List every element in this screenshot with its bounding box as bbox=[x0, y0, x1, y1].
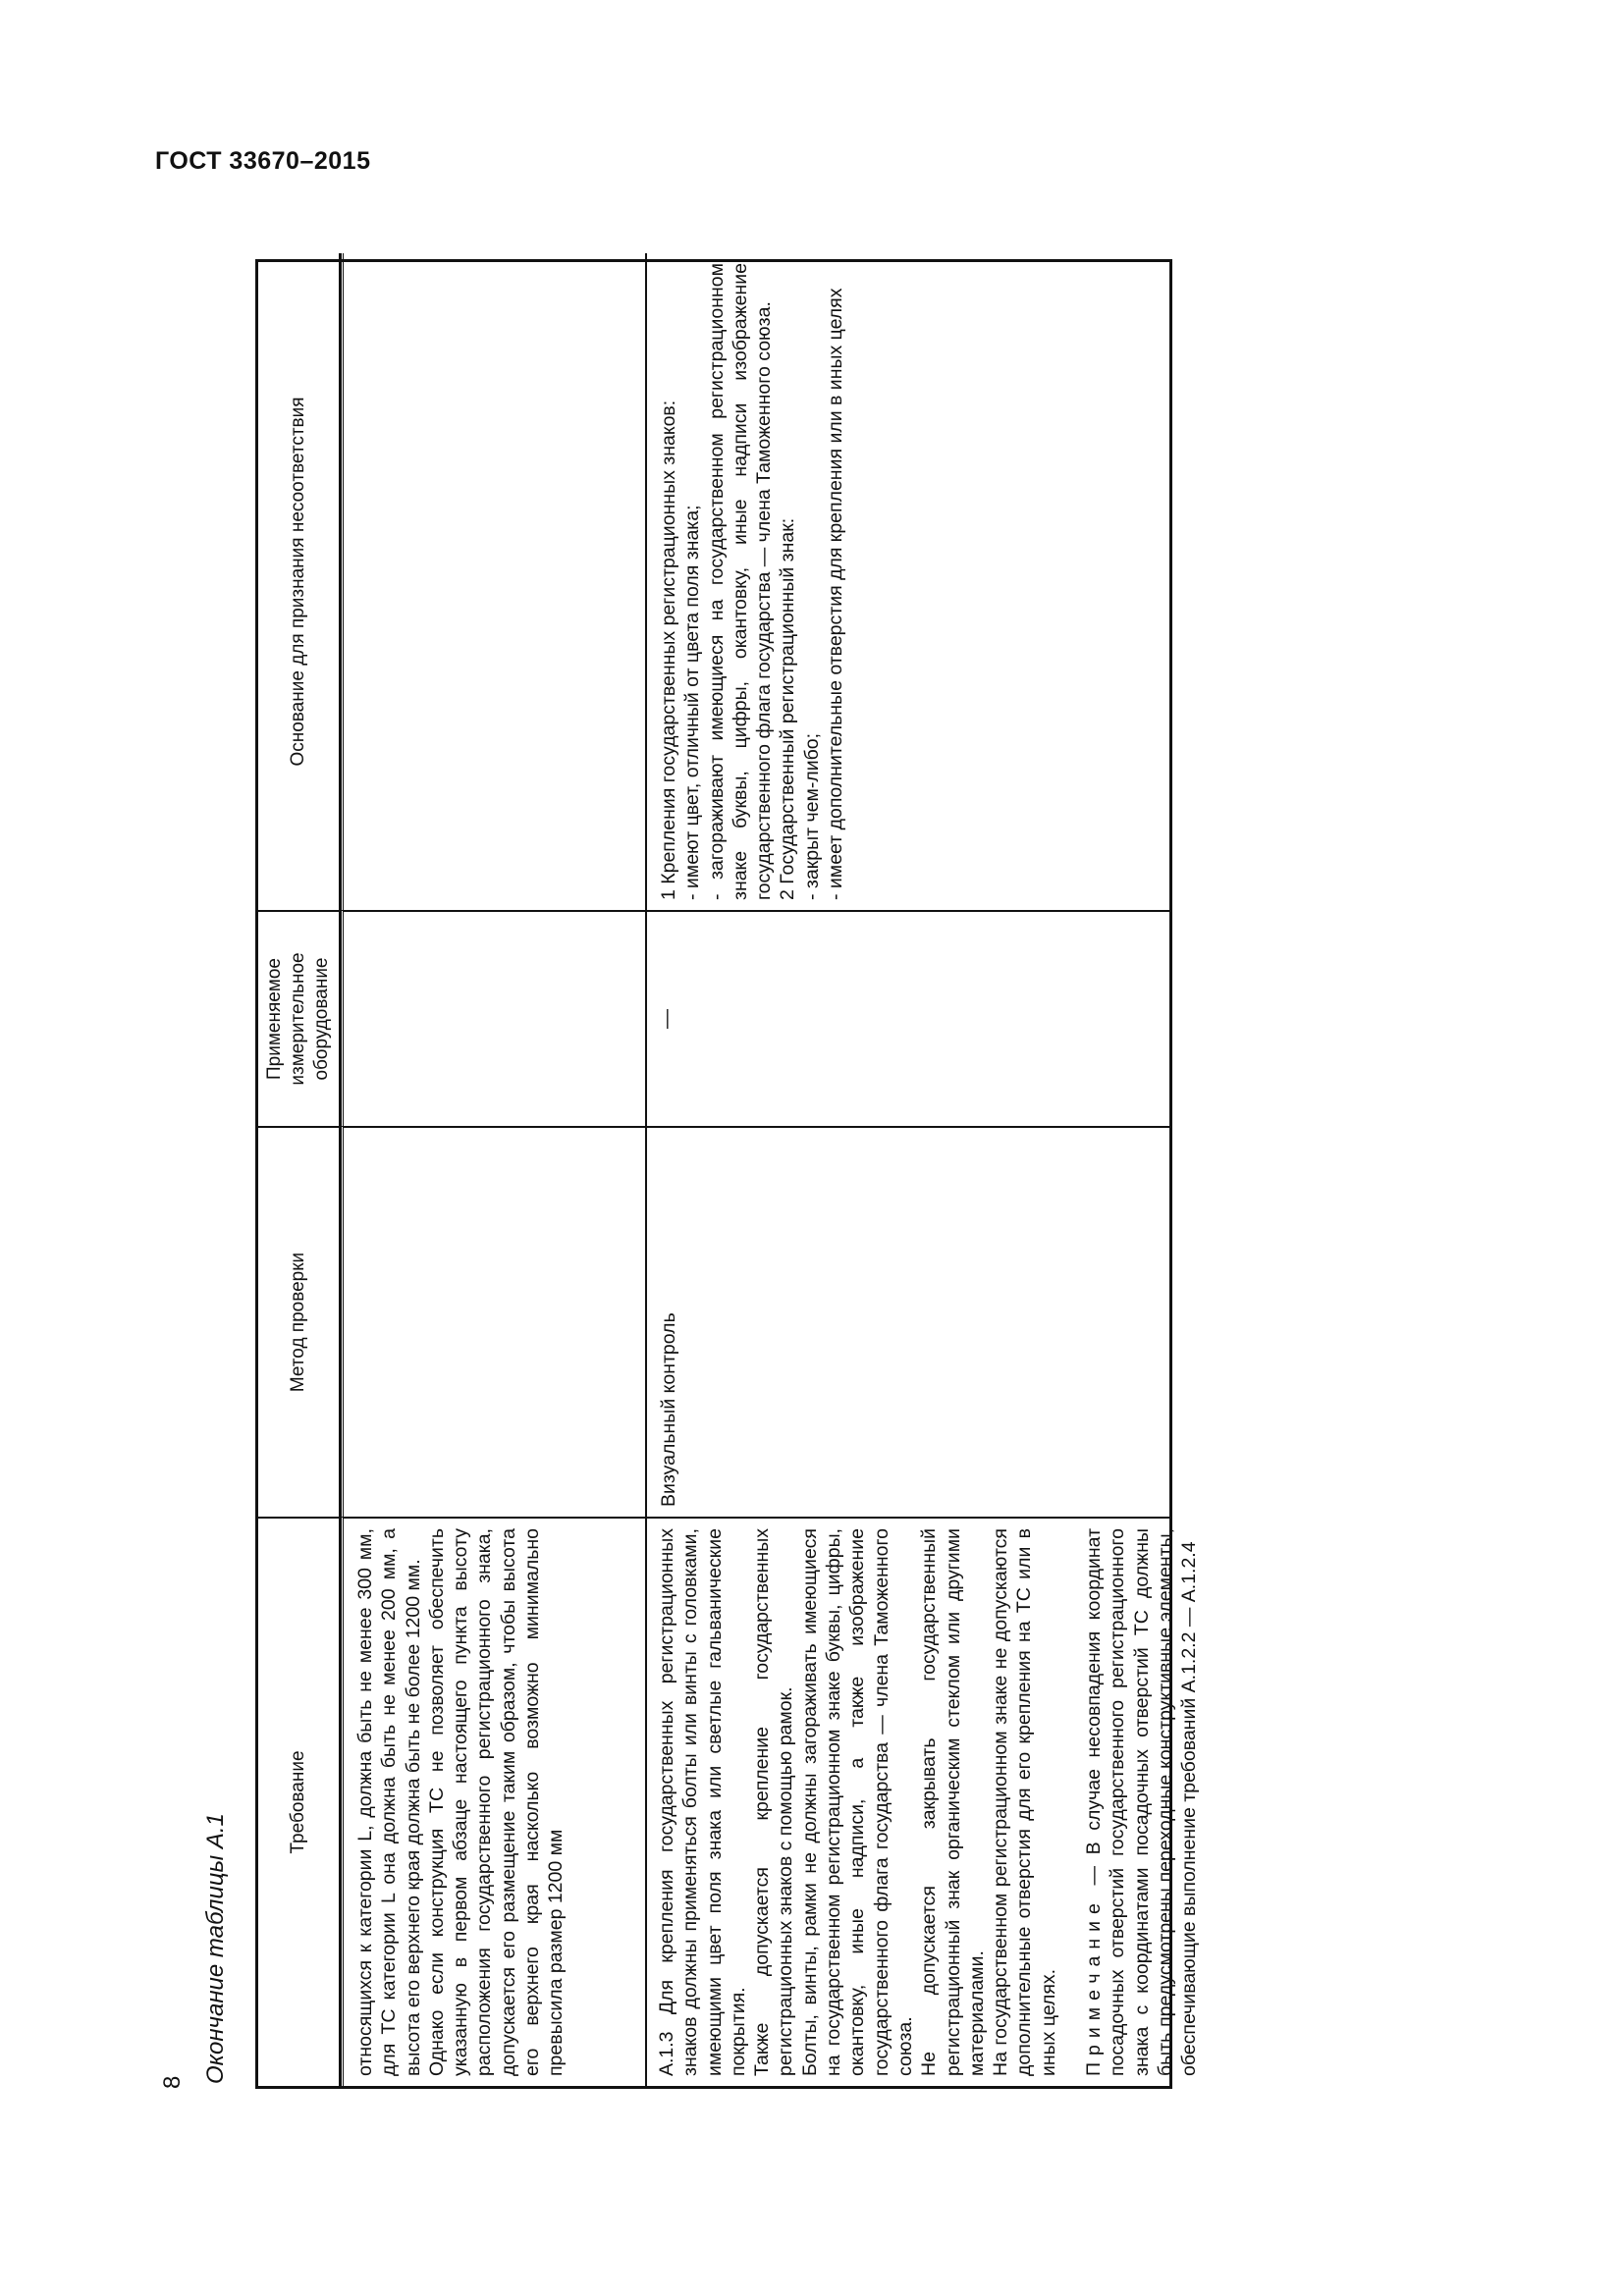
row1-equipment-cell bbox=[341, 910, 647, 1126]
column-header-requirement: Требование bbox=[258, 1517, 341, 2086]
basis-item-4: 2 Государственный регистрационный знак: bbox=[777, 517, 799, 900]
row2-requirement-para-5: На государственном регистрационном знаке не допускаются дополнительные отверстия для его крепления на ТС или в иных целях. bbox=[990, 1528, 1059, 2076]
row1-requirement-para-1: относящихся к категории L, должна быть не менее 300 мм, для ТС категории L она должна быть не менее 200 мм, а высота его верхнего края должна быть не более 1200 мм. bbox=[354, 1528, 424, 2076]
column-header-basis: Основание для признания несоответствия bbox=[258, 253, 341, 910]
row1-method-cell bbox=[341, 1126, 647, 1517]
requirements-table bbox=[255, 259, 1201, 2089]
column-header-equipment: Применяемое измерительное оборудование bbox=[258, 910, 341, 1126]
row1-basis-cell bbox=[341, 253, 647, 910]
row2-equipment-cell: — bbox=[647, 910, 1172, 1126]
row1-requirement-para-2: Однако если конструкция ТС не позволяет обеспечить указанную в первом абзаце настоящего пункта высоту расположения государственного регистрационного знака, допускается его размещение таким образом, чтобы высота его верхнего края насколько возможно минимально превысила размер 1200 мм bbox=[425, 1528, 568, 2076]
basis-item-5: - закрыт чем-либо; bbox=[800, 732, 823, 900]
row2-method-cell: Визуальный контроль bbox=[647, 1126, 1172, 1517]
row2-requirement-para-3: Болты, винты, рамки не должны загораживать имеющиеся на государственном регистрационном знаке буквы, цифры, окантовку, иные надписи, а также изображение государственного флага государства — члена Таможенного союза. bbox=[798, 1528, 916, 2076]
basis-item-6: - имеет дополнительные отверстия для крепления или в иных целях bbox=[825, 288, 847, 900]
basis-item-2: - имеют цвет, отличный от цвета поля знака; bbox=[681, 505, 704, 900]
row2-requirement-cell bbox=[647, 1517, 1201, 2086]
rotated-table-block bbox=[155, 255, 1201, 2089]
page-number: 8 bbox=[159, 2075, 186, 2089]
table-caption: Окончание таблицы А.1 bbox=[202, 1813, 229, 2084]
row2-note bbox=[1082, 1528, 1201, 2076]
column-header-method: Метод проверки bbox=[258, 1126, 341, 1517]
row1-requirement-cell bbox=[341, 1517, 647, 2086]
row2-basis-cell bbox=[647, 253, 1172, 910]
row2-requirement-para-4: Не допускается закрывать государственный регистрационный знак органическим стеклом или другими материалами. bbox=[918, 1528, 988, 2076]
basis-item-3: - загораживают имеющиеся на государственном регистрационном знаке буквы, цифры, окантовку, иные надписи изображение государственного флага государства — члена Таможенного союза. bbox=[705, 263, 776, 900]
note-label: Примечание bbox=[1083, 1896, 1106, 2076]
basis-item-1: 1 Крепления государственных регистрационных знаков: bbox=[658, 400, 679, 900]
document-code: ГОСТ 33670–2015 bbox=[155, 147, 371, 175]
row2-requirement-para-1: А.1.3 Для крепления государственных регистрационных знаков должны применяться болты или винты с головками, имеющими цвет поля знака или светлые гальванические покрытия. bbox=[656, 1528, 749, 2076]
row2-requirement-para-2: Также допускается крепление государственных регистрационных знаков с помощью рамок. bbox=[751, 1528, 797, 2076]
note-text: — В случае несовпадения координат посадочных отверстий государственного регистрационного знака с координатами посадочных отверстий ТС должны быть предусмотрены переходные конструктивные элементы, обеспечивающие выполнение требований А.1.2.2 — А.1.2.4 bbox=[1083, 1528, 1201, 2076]
